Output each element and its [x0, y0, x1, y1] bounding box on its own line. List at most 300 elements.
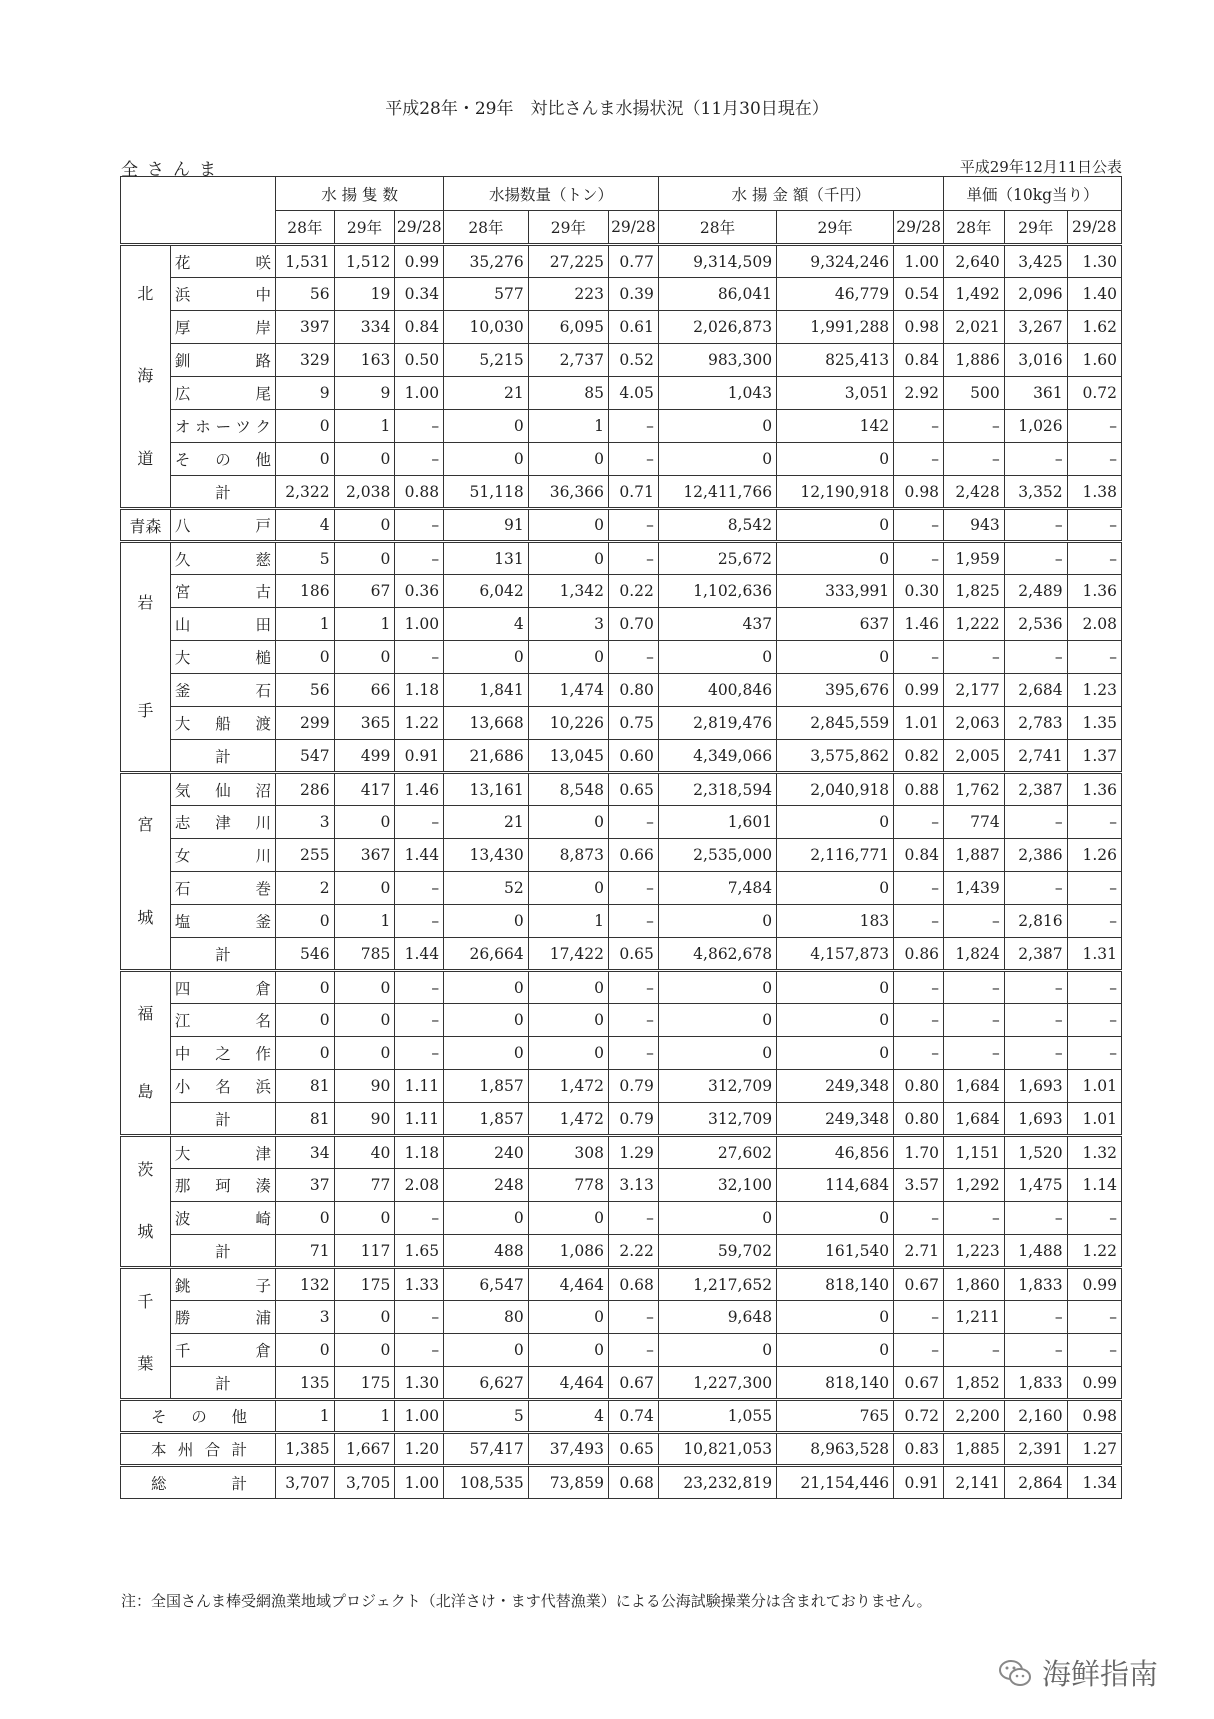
value-cell: 131 [444, 542, 529, 575]
value-cell: 0 [528, 971, 608, 1004]
value-cell: 1 [276, 1400, 335, 1433]
value-cell: 0 [334, 806, 395, 839]
value-cell: 240 [444, 1136, 529, 1169]
prefecture-char: 葉 [137, 1354, 154, 1374]
value-cell: 2,816 [1004, 905, 1067, 938]
value-cell: – [395, 641, 444, 674]
value-cell: – [608, 1037, 658, 1070]
table-row [121, 905, 1122, 938]
value-cell: 0 [276, 443, 335, 476]
port-name: 広尾 [170, 377, 275, 410]
table-row [121, 476, 1122, 509]
value-cell: 1,825 [944, 575, 1005, 608]
value-cell: 0 [777, 542, 894, 575]
value-cell: 1,475 [1004, 1169, 1067, 1202]
value-cell: 2,387 [1004, 938, 1067, 971]
value-cell: 9,648 [658, 1301, 776, 1334]
wechat-icon [998, 1658, 1032, 1688]
port-name: 志津川 [170, 806, 275, 839]
header-vessels: 水 揚 隻 数 [276, 177, 444, 211]
table-row [121, 872, 1122, 905]
value-cell: 5 [276, 542, 335, 575]
value-cell: – [894, 1037, 944, 1070]
value-cell: 3.13 [608, 1169, 658, 1202]
value-cell: 183 [777, 905, 894, 938]
value-cell: 1.29 [608, 1136, 658, 1169]
value-cell: – [1067, 509, 1121, 542]
value-cell: 249,348 [777, 1103, 894, 1136]
value-cell: 10,030 [444, 311, 529, 344]
table-row [121, 674, 1122, 707]
value-cell: 0 [658, 1004, 776, 1037]
value-cell: – [894, 872, 944, 905]
value-cell: 12,411,766 [658, 476, 776, 509]
table-row [121, 1103, 1122, 1136]
port-name: 花咲 [170, 245, 275, 278]
value-cell: 0.39 [608, 278, 658, 311]
value-cell: 56 [276, 278, 335, 311]
value-cell: 1.30 [395, 1367, 444, 1400]
value-cell: 825,413 [777, 344, 894, 377]
value-cell: 8,548 [528, 773, 608, 806]
value-cell: 21 [444, 377, 529, 410]
table-row [121, 641, 1122, 674]
value-cell: 67 [334, 575, 395, 608]
value-cell: 0 [444, 905, 529, 938]
value-cell: 0 [658, 1334, 776, 1367]
value-cell: 1,991,288 [777, 311, 894, 344]
value-cell: 2.92 [894, 377, 944, 410]
value-cell: 1.00 [395, 1400, 444, 1433]
value-cell: 1,885 [944, 1433, 1005, 1466]
prefecture-char: 宮 [137, 814, 154, 834]
value-cell: – [944, 443, 1005, 476]
value-cell: 577 [444, 278, 529, 311]
summary-label: その他 [121, 1400, 276, 1433]
value-cell: – [1004, 1037, 1067, 1070]
header-y28: 28年 [444, 211, 529, 245]
prefecture-char: 岩 [137, 592, 154, 612]
value-cell: 0 [276, 1004, 335, 1037]
value-cell: 0 [528, 443, 608, 476]
value-cell: 3.57 [894, 1169, 944, 1202]
value-cell: 0.84 [395, 311, 444, 344]
value-cell: 0.72 [1067, 377, 1121, 410]
value-cell: 0.22 [608, 575, 658, 608]
value-cell: – [894, 1004, 944, 1037]
value-cell: 163 [334, 344, 395, 377]
header-y29: 29年 [334, 211, 395, 245]
value-cell: 1,601 [658, 806, 776, 839]
value-cell: 1.60 [1067, 344, 1121, 377]
value-cell: 0.67 [894, 1367, 944, 1400]
table-row [121, 311, 1122, 344]
value-cell: 0 [334, 1334, 395, 1367]
category-label: 全さんま [121, 160, 225, 180]
value-cell: 1.70 [894, 1136, 944, 1169]
value-cell: 0 [658, 410, 776, 443]
header-ratio: 29/28 [395, 211, 444, 245]
value-cell: 1,043 [658, 377, 776, 410]
value-cell: 1,684 [944, 1103, 1005, 1136]
value-cell: 0.74 [608, 1400, 658, 1433]
value-cell: 397 [276, 311, 335, 344]
value-cell: 3 [276, 806, 335, 839]
value-cell: 2.71 [894, 1235, 944, 1268]
value-cell: 36,366 [528, 476, 608, 509]
value-cell: 0 [777, 1004, 894, 1037]
value-cell: 943 [944, 509, 1005, 542]
value-cell: 0 [658, 443, 776, 476]
value-cell: 2,819,476 [658, 707, 776, 740]
port-name: 銚子 [170, 1268, 275, 1301]
value-cell: 0 [444, 641, 529, 674]
value-cell: 2,063 [944, 707, 1005, 740]
value-cell: – [395, 1004, 444, 1037]
value-cell: 142 [777, 410, 894, 443]
value-cell: 2,535,000 [658, 839, 776, 872]
value-cell: 1,102,636 [658, 575, 776, 608]
header-y28: 28年 [944, 211, 1005, 245]
value-cell: 13,161 [444, 773, 529, 806]
value-cell: 1.00 [395, 377, 444, 410]
value-cell: 0 [528, 1004, 608, 1037]
value-cell: 1 [528, 905, 608, 938]
value-cell: 1,520 [1004, 1136, 1067, 1169]
value-cell: – [608, 1004, 658, 1037]
footnote: 注：全国さんま棒受網漁業地域プロジェクト（北洋さけ・ます代替漁業）による公海試験操業分は含まれておりません。 [121, 1592, 932, 1610]
value-cell: 1,693 [1004, 1070, 1067, 1103]
port-name: 中之作 [170, 1037, 275, 1070]
value-cell: 25,672 [658, 542, 776, 575]
value-cell: – [608, 641, 658, 674]
port-name: 気仙沼 [170, 773, 275, 806]
header-ratio: 29/28 [894, 211, 944, 245]
value-cell: 4,862,678 [658, 938, 776, 971]
value-cell: 0 [658, 905, 776, 938]
watermark [998, 1652, 1158, 1693]
value-cell: – [944, 971, 1005, 1004]
table-row [121, 509, 1122, 542]
value-cell: 9 [276, 377, 335, 410]
value-cell: 0.34 [395, 278, 444, 311]
value-cell: – [608, 1301, 658, 1334]
value-cell: 34 [276, 1136, 335, 1169]
value-cell: 21 [444, 806, 529, 839]
table-row [121, 740, 1122, 773]
value-cell: 437 [658, 608, 776, 641]
header-row-groups [121, 177, 1122, 211]
value-cell: 0.79 [608, 1103, 658, 1136]
prefecture-char: 北 [137, 283, 154, 303]
prefecture-char: 手 [137, 701, 154, 720]
prefecture-cell [121, 971, 171, 1136]
header-quantity: 水揚数量（トン） [444, 177, 659, 211]
port-name: 山田 [170, 608, 275, 641]
header-y28: 28年 [276, 211, 335, 245]
value-cell: 1 [334, 410, 395, 443]
value-cell: – [1067, 971, 1121, 1004]
value-cell: 1,762 [944, 773, 1005, 806]
value-cell: 1.33 [395, 1268, 444, 1301]
value-cell: – [1004, 806, 1067, 839]
value-cell: 1,151 [944, 1136, 1005, 1169]
value-cell: 0.84 [894, 344, 944, 377]
value-cell: 400,846 [658, 674, 776, 707]
value-cell: 1,217,652 [658, 1268, 776, 1301]
value-cell: 1 [334, 905, 395, 938]
value-cell: 8,963,528 [777, 1433, 894, 1466]
value-cell: 108,535 [444, 1466, 529, 1499]
value-cell: – [1004, 641, 1067, 674]
value-cell: 1.14 [1067, 1169, 1121, 1202]
value-cell: – [894, 641, 944, 674]
value-cell: – [1004, 542, 1067, 575]
value-cell: – [1067, 806, 1121, 839]
prefecture-char: 城 [137, 1222, 154, 1242]
value-cell: 299 [276, 707, 335, 740]
value-cell: 1,492 [944, 278, 1005, 311]
value-cell: – [1067, 1037, 1121, 1070]
value-cell: 9,324,246 [777, 245, 894, 278]
value-cell: 1.46 [894, 608, 944, 641]
value-cell: 90 [334, 1070, 395, 1103]
value-cell: 1,841 [444, 674, 529, 707]
value-cell: 1,852 [944, 1367, 1005, 1400]
value-cell: 0 [276, 1202, 335, 1235]
value-cell: 778 [528, 1169, 608, 1202]
value-cell: 4 [444, 608, 529, 641]
port-name: 塩釜 [170, 905, 275, 938]
value-cell: – [944, 410, 1005, 443]
value-cell: 1.27 [1067, 1433, 1121, 1466]
value-cell: 1,531 [276, 245, 335, 278]
value-cell: 66 [334, 674, 395, 707]
value-cell: 367 [334, 839, 395, 872]
table-row [121, 1268, 1122, 1301]
value-cell: – [894, 1334, 944, 1367]
value-cell: 2,386 [1004, 839, 1067, 872]
value-cell: – [944, 1202, 1005, 1235]
value-cell: – [395, 1202, 444, 1235]
value-cell: 0 [777, 1037, 894, 1070]
prefecture-char: 千 [137, 1292, 154, 1312]
value-cell: 1,342 [528, 575, 608, 608]
port-name: 那珂湊 [170, 1169, 275, 1202]
value-cell: 312,709 [658, 1070, 776, 1103]
value-cell: – [608, 806, 658, 839]
value-cell: 13,045 [528, 740, 608, 773]
value-cell: 52 [444, 872, 529, 905]
value-cell: – [894, 1301, 944, 1334]
value-cell: 186 [276, 575, 335, 608]
value-cell: 1,488 [1004, 1235, 1067, 1268]
value-cell: – [1004, 1334, 1067, 1367]
value-cell: 2,200 [944, 1400, 1005, 1433]
value-cell: – [1067, 1004, 1121, 1037]
value-cell: – [1004, 1004, 1067, 1037]
value-cell: 6,627 [444, 1367, 529, 1400]
value-cell: 0 [334, 1037, 395, 1070]
value-cell: – [608, 443, 658, 476]
value-cell: 0.54 [894, 278, 944, 311]
value-cell: 32,100 [658, 1169, 776, 1202]
value-cell: 0.83 [894, 1433, 944, 1466]
value-cell: 37,493 [528, 1433, 608, 1466]
value-cell: 0 [777, 1202, 894, 1235]
value-cell: 1.01 [894, 707, 944, 740]
value-cell: 2,141 [944, 1466, 1005, 1499]
value-cell: – [894, 410, 944, 443]
port-name: 釧路 [170, 344, 275, 377]
value-cell: 1.32 [1067, 1136, 1121, 1169]
value-cell: 0.88 [395, 476, 444, 509]
value-cell: 417 [334, 773, 395, 806]
value-cell: – [1004, 1301, 1067, 1334]
prefecture-cell [121, 1136, 171, 1268]
value-cell: – [395, 410, 444, 443]
value-cell: 547 [276, 740, 335, 773]
table-row [121, 575, 1122, 608]
value-cell: – [944, 905, 1005, 938]
value-cell: 0.71 [608, 476, 658, 509]
port-name: 四倉 [170, 971, 275, 1004]
value-cell: 0 [334, 1202, 395, 1235]
value-cell: 983,300 [658, 344, 776, 377]
value-cell: 10,226 [528, 707, 608, 740]
value-cell: 2,026,873 [658, 311, 776, 344]
value-cell: 1.44 [395, 938, 444, 971]
value-cell: 8,542 [658, 509, 776, 542]
header-y29: 29年 [777, 211, 894, 245]
value-cell: 0.99 [395, 245, 444, 278]
value-cell: 0.67 [608, 1367, 658, 1400]
value-cell: 0 [777, 1301, 894, 1334]
value-cell: – [944, 1004, 1005, 1037]
value-cell: 0 [658, 1037, 776, 1070]
value-cell: 1,512 [334, 245, 395, 278]
value-cell: 3 [276, 1301, 335, 1334]
summary-row [121, 1433, 1122, 1466]
value-cell: 90 [334, 1103, 395, 1136]
prefecture-cell [121, 542, 171, 773]
header-amount: 水 揚 金 額（千円） [658, 177, 943, 211]
summary-row [121, 1466, 1122, 1499]
value-cell: 37 [276, 1169, 335, 1202]
value-cell: 1.00 [395, 608, 444, 641]
value-cell: 0.80 [894, 1103, 944, 1136]
value-cell: – [608, 542, 658, 575]
value-cell: 0 [528, 509, 608, 542]
port-name: 小名浜 [170, 1070, 275, 1103]
value-cell: 1.34 [1067, 1466, 1121, 1499]
value-cell: 1.31 [1067, 938, 1121, 971]
value-cell: – [395, 872, 444, 905]
value-cell: 1.62 [1067, 311, 1121, 344]
value-cell: 1,959 [944, 542, 1005, 575]
value-cell: 395,676 [777, 674, 894, 707]
table-row [121, 1037, 1122, 1070]
table-row [121, 1202, 1122, 1235]
port-name: 久慈 [170, 542, 275, 575]
landing-table [120, 176, 1122, 1499]
value-cell: 56 [276, 674, 335, 707]
value-cell: 0 [658, 971, 776, 1004]
value-cell: 500 [944, 377, 1005, 410]
value-cell: 785 [334, 938, 395, 971]
value-cell: 0 [334, 1004, 395, 1037]
value-cell: 365 [334, 707, 395, 740]
value-cell: 2,322 [276, 476, 335, 509]
prefecture-cell: 青森 [121, 509, 171, 542]
value-cell: 77 [334, 1169, 395, 1202]
value-cell: – [894, 1202, 944, 1235]
value-cell: 161,540 [777, 1235, 894, 1268]
header-ratio: 29/28 [608, 211, 658, 245]
value-cell: 0 [777, 971, 894, 1004]
value-cell: 0 [444, 1202, 529, 1235]
value-cell: 27,225 [528, 245, 608, 278]
value-cell: 2,318,594 [658, 773, 776, 806]
value-cell: 12,190,918 [777, 476, 894, 509]
value-cell: 0.79 [608, 1070, 658, 1103]
value-cell: 1,292 [944, 1169, 1005, 1202]
value-cell: 3,352 [1004, 476, 1067, 509]
header-y29: 29年 [1004, 211, 1067, 245]
prefecture-char: 城 [137, 907, 154, 927]
value-cell: – [395, 971, 444, 1004]
value-cell: 0 [528, 1202, 608, 1235]
value-cell: 5,215 [444, 344, 529, 377]
value-cell: – [1067, 410, 1121, 443]
port-name: 大船渡 [170, 707, 275, 740]
value-cell: 818,140 [777, 1367, 894, 1400]
value-cell: 0 [334, 542, 395, 575]
value-cell: 2,387 [1004, 773, 1067, 806]
value-cell: 3,575,862 [777, 740, 894, 773]
value-cell: 0.86 [894, 938, 944, 971]
value-cell: 1.36 [1067, 773, 1121, 806]
value-cell: 1,833 [1004, 1268, 1067, 1301]
value-cell: 2,391 [1004, 1433, 1067, 1466]
value-cell: 0.98 [894, 311, 944, 344]
value-cell: 1.20 [395, 1433, 444, 1466]
value-cell: 1 [334, 608, 395, 641]
value-cell: 0.80 [608, 674, 658, 707]
value-cell: 35,276 [444, 245, 529, 278]
header-y28: 28年 [658, 211, 776, 245]
value-cell: 0.67 [894, 1268, 944, 1301]
value-cell: 2,783 [1004, 707, 1067, 740]
value-cell: 21,686 [444, 740, 529, 773]
value-cell: 0.50 [395, 344, 444, 377]
summary-label: 本州合計 [121, 1433, 276, 1466]
value-cell: 0 [444, 1334, 529, 1367]
value-cell: 1 [528, 410, 608, 443]
table-row [121, 377, 1122, 410]
value-cell: 1,472 [528, 1070, 608, 1103]
value-cell: 6,042 [444, 575, 529, 608]
value-cell: 0.98 [894, 476, 944, 509]
value-cell: 0 [276, 1334, 335, 1367]
value-cell: 0.65 [608, 1433, 658, 1466]
value-cell: 1,472 [528, 1103, 608, 1136]
value-cell: 0.30 [894, 575, 944, 608]
value-cell: 1,222 [944, 608, 1005, 641]
subtotal-label: 計 [170, 1103, 275, 1136]
table-row [121, 344, 1122, 377]
value-cell: 1.01 [1067, 1070, 1121, 1103]
